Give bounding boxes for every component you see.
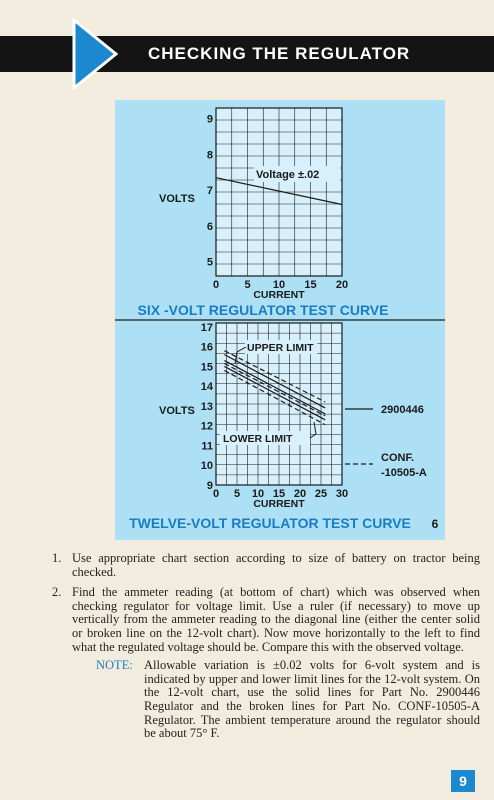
instructions — [48, 552, 480, 741]
instruction-item — [48, 586, 480, 654]
y-tick-label: 15 — [200, 361, 213, 374]
arrow-icon — [72, 18, 118, 90]
y-tick-label: 17 — [200, 321, 213, 334]
x-tick-label: 15 — [272, 488, 286, 500]
y-tick-label: 9 — [206, 480, 213, 492]
x-tick-label: 15 — [304, 279, 317, 291]
item-text: Find the ammeter reading (at bottom of chart) which was observed when checking regulator for voltage limit. Use a ruler (if necessary) to move up vertically from the ammeter reading to the diagonal line (either the center solid or broken line on the 12-volt chart). Now move horizontally to the left to find what the regulated voltage should be. Compare this with the observed voltage. — [72, 585, 480, 654]
y-tick-label: 16 — [200, 341, 213, 354]
item-text: Use appropriate chart section according to size of battery on tractor being checked. — [72, 551, 480, 579]
chart-panel — [115, 100, 445, 540]
x-tick-label: 0 — [212, 279, 220, 291]
charts-svg — [115, 100, 445, 540]
x-tick-label: 10 — [272, 279, 286, 291]
note-text: Allowable variation is ±0.02 volts for 6-volt system and is indicated by upper and lower limit lines for the 12-volt system. On the 12-volt chart, use the solid lines for Part No. 2900446 Regulator and the broken lines for Part No. CONF-10505-A Regulator. The ambient temperature around the regulator should be about 75° F. — [144, 658, 480, 741]
y-tick-label: 11 — [201, 440, 213, 453]
y-tick-label: 6 — [206, 220, 213, 233]
note-label: NOTE: — [96, 658, 133, 673]
upper-limit-label: UPPER LIMIT — [247, 342, 314, 354]
y-tick-label: 14 — [200, 381, 213, 394]
y-tick-label: 7 — [206, 185, 213, 198]
annotation: Voltage ±.02 — [256, 169, 320, 181]
x-axis-label: CURRENT — [253, 498, 305, 510]
y-axis-label: VOLTS — [159, 405, 195, 417]
chart-title: SIX -VOLT REGULATOR TEST CURVE — [137, 302, 389, 318]
footnote-number: 6 — [431, 517, 439, 531]
x-tick-label: 5 — [233, 488, 241, 500]
item-number: 2. — [52, 585, 62, 600]
x-tick-label: 30 — [335, 488, 349, 500]
x-axis-label: CURRENT — [253, 289, 305, 301]
y-tick-label: 12 — [200, 420, 213, 433]
y-tick-label: 9 — [206, 113, 213, 126]
six-volt-chart — [115, 108, 445, 320]
y-tick-label: 10 — [200, 460, 213, 473]
chart-title: TWELVE-VOLT REGULATOR TEST CURVE — [129, 515, 411, 531]
x-tick-label: 20 — [293, 488, 307, 500]
x-tick-label: 5 — [244, 279, 251, 291]
y-tick-label: 8 — [206, 149, 213, 162]
legend-label: 2900446 — [381, 404, 424, 416]
x-tick-label: 10 — [251, 488, 265, 500]
y-axis-label: VOLTS — [159, 193, 195, 205]
twelve-volt-chart — [129, 322, 439, 531]
page-title: CHECKING THE REGULATOR — [148, 44, 411, 63]
page-number: 9 — [451, 770, 475, 792]
y-tick-label: 13 — [200, 400, 213, 413]
item-number: 1. — [52, 551, 62, 565]
lower-limit-label: LOWER LIMIT — [223, 433, 293, 445]
instruction-item — [48, 552, 480, 579]
x-tick-label: 20 — [335, 279, 349, 291]
note — [48, 659, 480, 741]
legend-label: CONF. -10505-A — [381, 452, 427, 479]
y-tick-label: 5 — [206, 256, 213, 269]
x-tick-label: 25 — [314, 488, 328, 500]
x-tick-label: 0 — [212, 488, 220, 500]
